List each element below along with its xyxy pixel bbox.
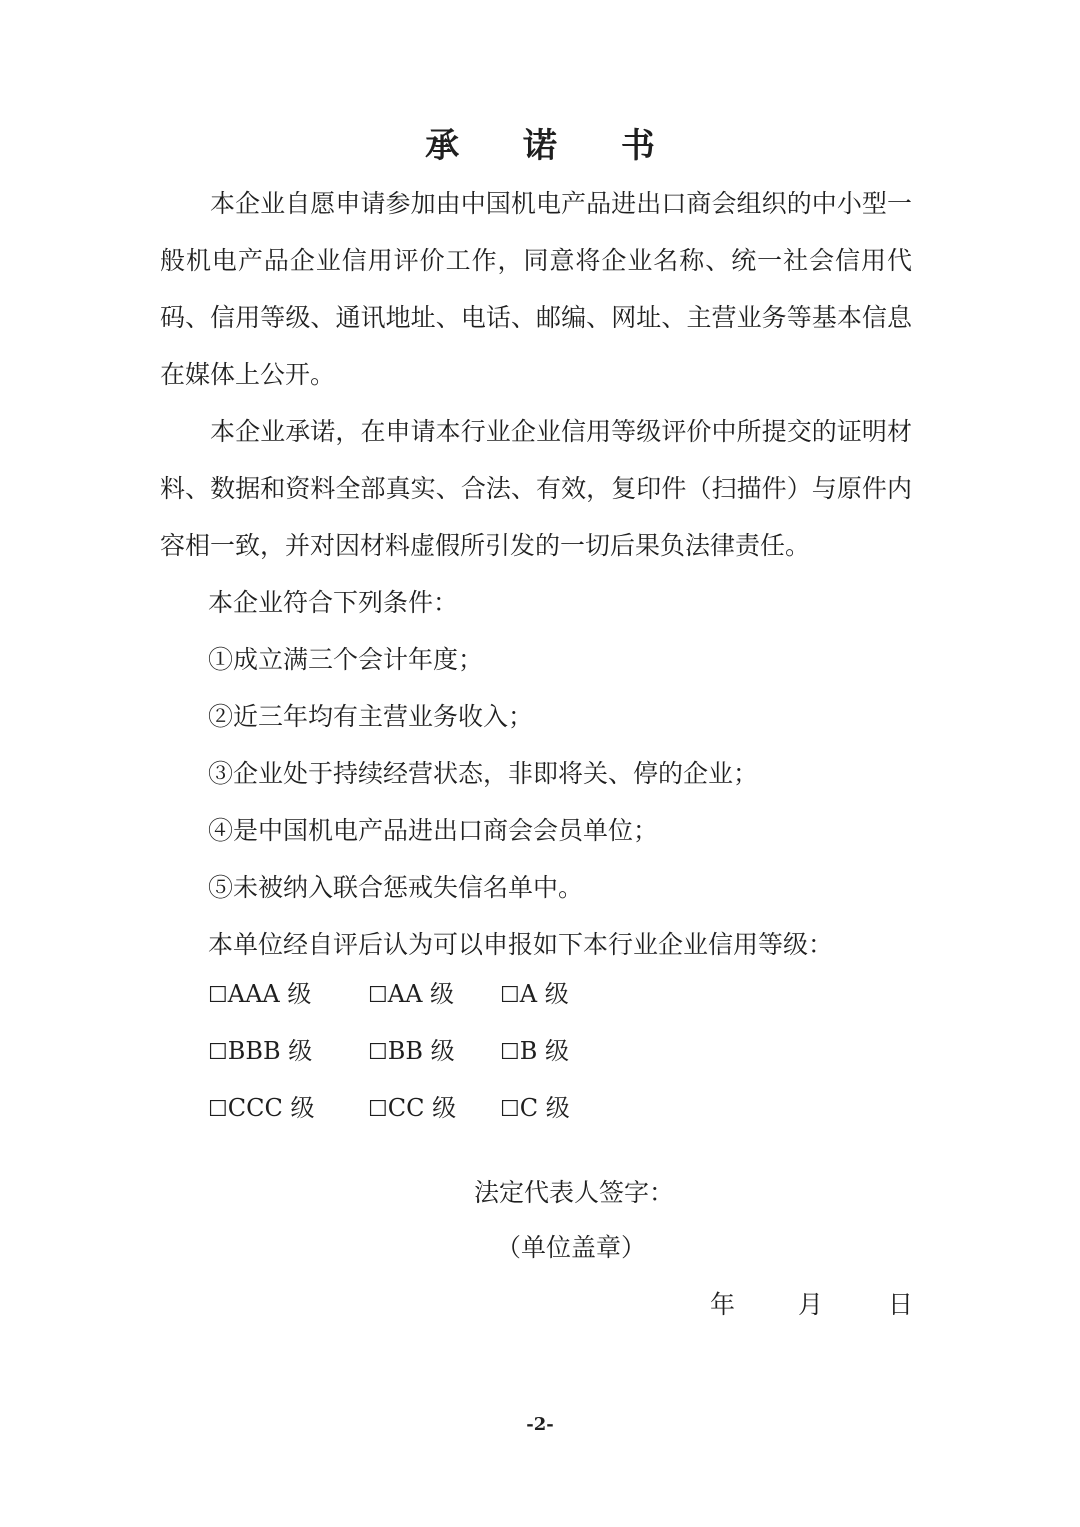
checkbox-icon[interactable]: ☐ — [368, 983, 388, 1008]
grade-option-b[interactable] — [500, 1023, 569, 1081]
grade-label: CC 级 — [387, 1094, 457, 1122]
seal-label: （单位盖章） — [496, 1233, 647, 1262]
document-title: 承 诺 书 — [425, 126, 681, 166]
checkbox-icon[interactable]: ☐ — [368, 1040, 388, 1065]
grade-row-3 — [208, 1080, 708, 1137]
grade-row-2 — [208, 1023, 708, 1080]
condition-item-3: ③企业处于持续经营状态，非即将关、停的企业； — [208, 759, 759, 788]
condition-item-1: ①成立满三个会计年度； — [208, 645, 484, 674]
grade-row-1 — [208, 966, 708, 1023]
signature-label: 法定代表人签字： — [474, 1178, 675, 1207]
date-day: 日 — [888, 1290, 914, 1319]
grade-label: BBB 级 — [227, 1037, 313, 1065]
checkbox-icon[interactable]: ☐ — [368, 1097, 388, 1122]
grade-label: A 级 — [519, 980, 569, 1008]
paragraph-commitment: 本企业承诺，在申请本行业企业信用等级评价中所提交的证明材料、数据和资料全部真实、合法、有效，复印件（扫描件）与原件内容相一致，并对因材料虚假所引发的一切后果负法律责任。 — [160, 417, 912, 560]
grade-option-bb[interactable] — [368, 1023, 455, 1081]
page-number: -2- — [526, 1414, 554, 1435]
date-year: 年 — [710, 1290, 736, 1319]
checkbox-icon[interactable]: ☐ — [208, 1040, 228, 1065]
conditions-intro: 本企业符合下列条件： — [208, 588, 459, 617]
checkbox-icon[interactable]: ☐ — [208, 1097, 228, 1122]
document-body — [160, 175, 912, 973]
grade-label: C 级 — [519, 1094, 570, 1122]
paragraph-consent: 本企业自愿申请参加由中国机电产品进出口商会组织的中小型一般机电产品企业信用评价工作，同意将企业名称、统一社会信用代码、信用等级、通讯地址、电话、邮编、网址、主营业务等基本信息在媒体上公开。 — [160, 189, 912, 389]
grade-option-aa[interactable] — [368, 966, 454, 1024]
grade-label: CCC 级 — [227, 1094, 315, 1122]
checkbox-icon[interactable]: ☐ — [500, 983, 520, 1008]
checkbox-icon[interactable]: ☐ — [208, 983, 228, 1008]
grade-option-a[interactable] — [500, 966, 569, 1024]
grade-option-c[interactable] — [500, 1080, 570, 1138]
grade-label: BB 级 — [387, 1037, 455, 1065]
grade-option-cc[interactable] — [368, 1080, 456, 1138]
grade-option-bbb[interactable] — [208, 1023, 312, 1081]
self-evaluation-statement: 本单位经自评后认为可以申报如下本行业企业信用等级： — [208, 930, 834, 959]
grade-options — [208, 966, 708, 1137]
grade-option-ccc[interactable] — [208, 1080, 314, 1138]
grade-label: AA 级 — [387, 980, 455, 1008]
condition-item-5: ⑤未被纳入联合惩戒失信名单中。 — [208, 873, 584, 902]
grade-label: B 级 — [519, 1037, 569, 1065]
condition-item-4: ④是中国机电产品进出口商会会员单位； — [208, 816, 659, 845]
grade-option-aaa[interactable] — [208, 966, 311, 1024]
condition-item-2: ②近三年均有主营业务收入； — [208, 702, 534, 731]
checkbox-icon[interactable]: ☐ — [500, 1097, 520, 1122]
grade-label: AAA 级 — [227, 980, 312, 1008]
date-month: 月 — [798, 1290, 824, 1319]
checkbox-icon[interactable]: ☐ — [500, 1040, 520, 1065]
